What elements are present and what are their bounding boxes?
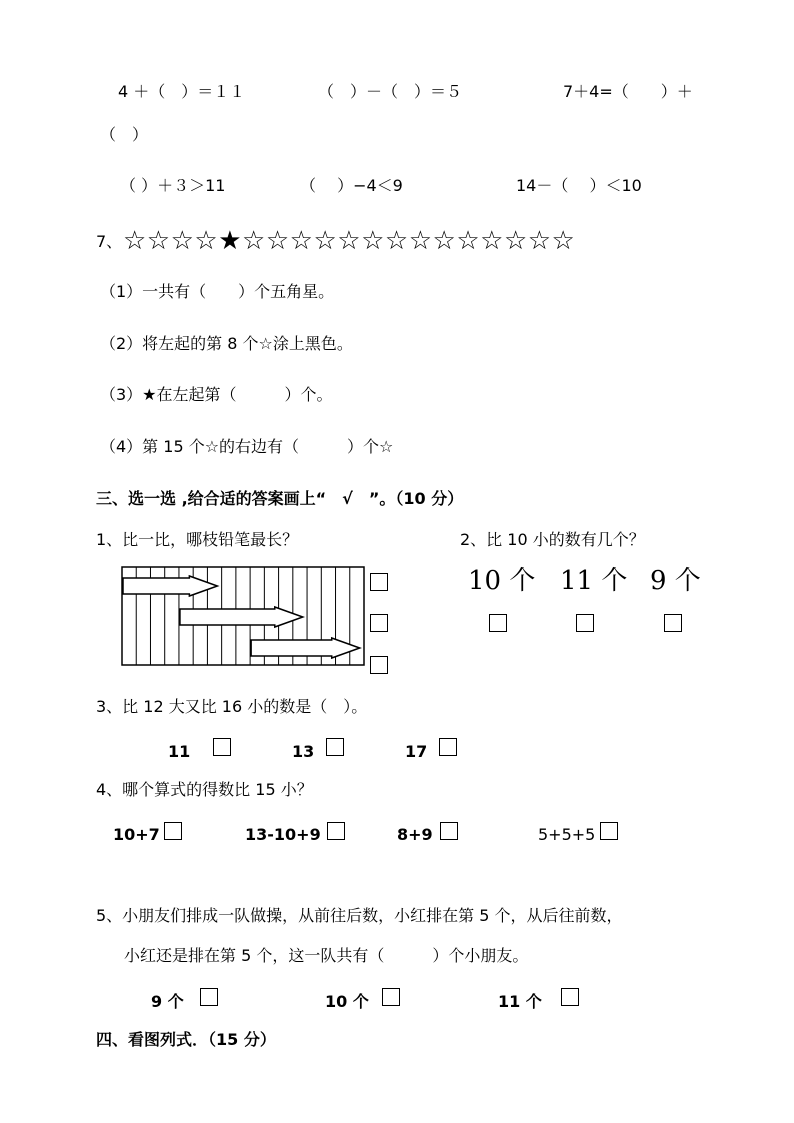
q2-answer-box-3[interactable]	[664, 614, 682, 632]
q2-answer-box-1[interactable]	[489, 614, 507, 632]
question-3-5-line1: 5、小朋友们排成一队做操，从前往后数，小红排在第 5 个，从后往前数，	[96, 906, 623, 925]
q5-answer-box-2[interactable]	[382, 988, 400, 1006]
q3-answer-box-2[interactable]	[326, 738, 344, 756]
q2-option-3-label: 9 个	[650, 566, 701, 596]
question-7-number: 7、	[96, 232, 123, 251]
q1-answer-box-1[interactable]	[370, 573, 388, 591]
question-3-1-text: 1、比一比，哪枝铅笔最长？	[96, 530, 299, 549]
q1-answer-box-3[interactable]	[370, 656, 388, 674]
q4-option-1-label: 10+7	[113, 825, 160, 844]
equation-row1-3: 7＋4=（ ）＋	[563, 82, 693, 101]
question-7-sub1: （1）一共有（ ）个五角星。	[100, 282, 335, 301]
question-3-2-text: 2、比 10 小的数有几个？	[460, 530, 645, 549]
q4-answer-box-3[interactable]	[440, 822, 458, 840]
q4-answer-box-1[interactable]	[164, 822, 182, 840]
question-3-3-text: 3、比 12 大又比 16 小的数是（ ）。	[96, 697, 368, 716]
q1-answer-box-2[interactable]	[370, 614, 388, 632]
q5-answer-box-3[interactable]	[561, 988, 579, 1006]
q4-option-4-label: 5+5+5	[538, 825, 596, 844]
q4-option-3-label: 8+9	[397, 825, 433, 844]
section-3-title: 三、选一选 ,给合适的答案画上“ √ ”。（10 分）	[96, 489, 464, 508]
equation-row1-3-continued: （ ）	[100, 125, 149, 144]
equation-row1-2: （ ）－（ ）＝５	[318, 82, 463, 101]
q4-option-2-label: 13-10+9	[245, 825, 321, 844]
q3-option-2-label: 13	[292, 742, 315, 761]
q4-answer-box-2[interactable]	[327, 822, 345, 840]
equation-row2-1: （ ）＋３＞11	[120, 176, 226, 195]
q3-answer-box-1[interactable]	[213, 738, 231, 756]
question-7-sub3: （3）★在左起第（ ）个。	[100, 385, 333, 404]
question-3-4-text: 4、哪个算式的得数比 15 小？	[96, 780, 313, 799]
q2-answer-box-2[interactable]	[576, 614, 594, 632]
q3-answer-box-3[interactable]	[439, 738, 457, 756]
question-7-sub4: （4）第 15 个☆的右边有（ ）个☆	[100, 437, 394, 456]
section-4-title: 四、看图列式．（15 分）	[96, 1030, 276, 1049]
q2-option-1-label: 10 个	[468, 566, 536, 596]
q2-option-2-label: 11 个	[560, 566, 628, 596]
q5-option-1-label: 9 个	[151, 992, 184, 1011]
equation-row2-3: 14－（ ）＜10	[516, 176, 642, 195]
equation-row2-2: （ ）−4＜9	[300, 176, 403, 195]
q5-option-3-label: 11 个	[498, 992, 542, 1011]
q3-option-3-label: 17	[405, 742, 428, 761]
pencil-2	[180, 607, 303, 627]
question-3-5-line2: 小红还是排在第 5 个，这一队共有（ ）个小朋友。	[124, 946, 529, 965]
q3-option-1-label: 11	[168, 742, 191, 761]
q4-answer-box-4[interactable]	[600, 822, 618, 840]
q5-option-2-label: 10 个	[325, 992, 369, 1011]
q5-answer-box-1[interactable]	[200, 988, 218, 1006]
star-row: ☆☆☆☆★☆☆☆☆☆☆☆☆☆☆☆☆☆☆	[123, 226, 576, 256]
equation-row1-1: 4 ＋（ ）＝１１	[118, 82, 246, 101]
question-7-sub2: （2）将左起的第 8 个☆涂上黑色。	[100, 334, 353, 353]
pencil-comparison-figure	[120, 566, 366, 666]
